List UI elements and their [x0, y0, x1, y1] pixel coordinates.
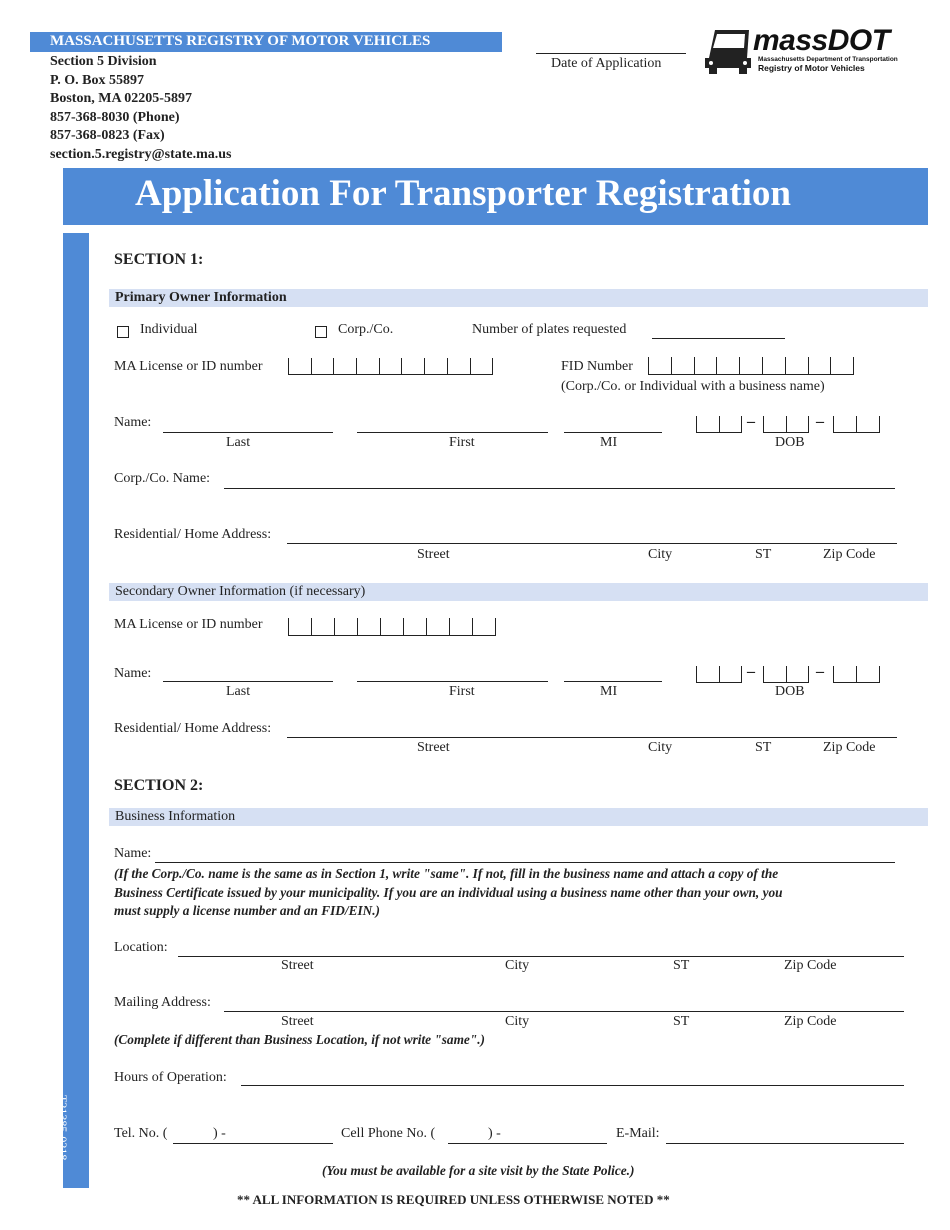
- section-1-heading: SECTION 1:: [114, 251, 204, 268]
- form-code: T21385-0218: [56, 1095, 70, 1161]
- tel-suffix: ) -: [213, 1126, 226, 1141]
- loc-zip-caption: Zip Code: [784, 958, 837, 973]
- note-line: must supply a license number and an FID/EIN.): [114, 903, 380, 919]
- license-number-boxes[interactable]: [288, 358, 493, 375]
- dob-day-boxes[interactable]: [763, 416, 809, 433]
- sec-first-name-field[interactable]: [357, 681, 548, 682]
- primary-owner-heading: Primary Owner Information: [115, 290, 287, 305]
- mail-zip-caption: Zip Code: [784, 1014, 837, 1029]
- dob-caption: DOB: [775, 435, 805, 450]
- dob-month-boxes[interactable]: [696, 416, 742, 433]
- mail-st-caption: ST: [673, 1014, 690, 1029]
- sec-name-label: Name:: [114, 666, 152, 681]
- license-label: MA License or ID number: [114, 359, 263, 374]
- mail-street-caption: Street: [281, 1014, 314, 1029]
- email-label: E-Mail:: [616, 1126, 660, 1141]
- last-name-field[interactable]: [163, 432, 333, 433]
- address-line: P. O. Box 55897: [50, 72, 144, 88]
- corp-label: Corp./Co.: [338, 322, 394, 337]
- required-note: ** ALL INFORMATION IS REQUIRED UNLESS OTHERWISE NOTED **: [237, 1192, 670, 1207]
- zip-caption: Zip Code: [823, 547, 876, 562]
- tel-field[interactable]: [173, 1143, 333, 1144]
- st-caption: ST: [755, 547, 772, 562]
- plates-field[interactable]: [652, 338, 785, 339]
- sec-mi-caption: MI: [600, 684, 618, 699]
- sec-address-field[interactable]: [287, 737, 897, 738]
- sec-street-caption: Street: [417, 740, 450, 755]
- plates-label: Number of plates requested: [472, 322, 627, 337]
- business-name-note: [114, 865, 783, 921]
- sec-dob-caption: DOB: [775, 684, 805, 699]
- first-name-field[interactable]: [357, 432, 548, 433]
- sec-city-caption: City: [648, 740, 673, 755]
- individual-checkbox[interactable]: [117, 326, 129, 338]
- cell-field[interactable]: [448, 1143, 607, 1144]
- sec-address-label: Residential/ Home Address:: [114, 721, 272, 736]
- dob-dash: –: [816, 663, 824, 680]
- sec-first-caption: First: [449, 684, 475, 699]
- sec-mi-field[interactable]: [564, 681, 662, 682]
- address-line: Boston, MA 02205-5897: [50, 91, 192, 106]
- address-line: 857-368-0823 (Fax): [50, 128, 165, 143]
- note-line: Business Certificate issued by your municipality. If you are an individual using a business name other than your own, you: [114, 884, 783, 900]
- mi-field[interactable]: [564, 432, 662, 433]
- dob-year-boxes[interactable]: [833, 416, 880, 433]
- fid-number-boxes[interactable]: [648, 357, 854, 375]
- loc-street-caption: Street: [281, 958, 314, 973]
- page-title: Application For Transporter Registration: [134, 173, 792, 214]
- business-name-label: Name:: [114, 846, 152, 861]
- sec-st-caption: ST: [755, 740, 772, 755]
- fid-label: FID Number: [561, 359, 633, 374]
- name-label: Name:: [114, 415, 152, 430]
- address-line: 857-368-8030 (Phone): [50, 109, 180, 125]
- massdot-logo: [705, 24, 920, 76]
- mail-city-caption: City: [505, 1014, 530, 1029]
- first-caption: First: [449, 435, 475, 450]
- car-icon: [705, 28, 755, 74]
- office-address: [50, 53, 232, 164]
- registry-name: MASSACHUSETTS REGISTRY OF MOTOR VEHICLES: [50, 33, 431, 49]
- loc-st-caption: ST: [673, 958, 690, 973]
- sec-dob-year-boxes[interactable]: [833, 666, 880, 683]
- mi-caption: MI: [600, 435, 618, 450]
- sec-last-caption: Last: [226, 684, 251, 699]
- hours-field[interactable]: [241, 1085, 904, 1086]
- fid-note: (Corp./Co. or Individual with a business name): [561, 379, 825, 394]
- location-label: Location:: [114, 940, 168, 955]
- dob-dash: –: [747, 413, 755, 430]
- email-address: section.5.registry@state.ma.us: [50, 146, 232, 162]
- cell-label: Cell Phone No. (: [341, 1126, 436, 1141]
- email-field[interactable]: [666, 1143, 904, 1144]
- loc-city-caption: City: [505, 958, 530, 973]
- corp-name-label: Corp./Co. Name:: [114, 471, 211, 486]
- mailing-field[interactable]: [224, 1011, 904, 1012]
- corp-name-field[interactable]: [224, 488, 895, 489]
- mailing-note: (Complete if different than Business Location, if not write "same".): [114, 1032, 485, 1047]
- secondary-owner-heading: Secondary Owner Information (if necessary): [115, 584, 366, 599]
- hours-label: Hours of Operation:: [114, 1070, 227, 1085]
- tel-label: Tel. No. (: [114, 1126, 168, 1141]
- logo-wordmark: massDOT: [753, 24, 890, 57]
- logo-line-2: Registry of Motor Vehicles: [758, 63, 865, 73]
- section-2-heading: SECTION 2:: [114, 777, 204, 794]
- sec-dob-day-boxes[interactable]: [763, 666, 809, 683]
- street-caption: Street: [417, 547, 450, 562]
- logo-line-1: Massachusetts Department of Transportation: [758, 56, 898, 63]
- side-strip: [63, 233, 89, 1188]
- address-field[interactable]: [287, 543, 897, 544]
- corp-checkbox[interactable]: [315, 326, 327, 338]
- city-caption: City: [648, 547, 673, 562]
- sec-license-number-boxes[interactable]: [288, 618, 496, 636]
- sec-last-name-field[interactable]: [163, 681, 333, 682]
- dob-dash: –: [747, 663, 755, 680]
- address-line: Section 5 Division: [50, 54, 157, 69]
- business-info-heading: Business Information: [115, 809, 236, 824]
- date-of-application-label: Date of Application: [551, 56, 662, 71]
- sec-dob-month-boxes[interactable]: [696, 666, 742, 683]
- cell-suffix: ) -: [488, 1126, 501, 1141]
- site-visit-note: (You must be available for a site visit by the State Police.): [322, 1163, 635, 1178]
- date-of-application-field[interactable]: [536, 53, 686, 54]
- last-caption: Last: [226, 435, 251, 450]
- note-line: (If the Corp./Co. name is the same as in Section 1, write "same". If not, fill in the business name and attach a copy of the: [114, 866, 779, 881]
- mailing-label: Mailing Address:: [114, 995, 211, 1010]
- sec-license-label: MA License or ID number: [114, 617, 263, 632]
- location-field[interactable]: [178, 956, 904, 957]
- address-label: Residential/ Home Address:: [114, 527, 272, 542]
- individual-label: Individual: [140, 322, 198, 337]
- business-name-field[interactable]: [155, 862, 895, 863]
- dob-dash: –: [816, 413, 824, 430]
- sec-zip-caption: Zip Code: [823, 740, 876, 755]
